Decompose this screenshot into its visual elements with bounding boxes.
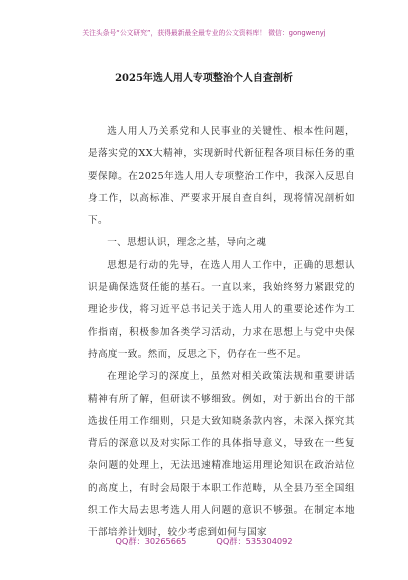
paragraph: 在理论学习的深度上，虽然对相关政策法规和重要讲话精神有所了解，但研读不够细致。例如，对于新出台的干部选拔任用工作细则，只是大致知晓条款内容，未深入探究其背后的深意以及对实际工作的具体指导意义，导致在一些复杂问题的处理上，无法迅速精准地运用理论知识在政治站位的高度上，有时会局限于本职工作范畴，从全县乃至全国组织工作大局去思考选人用人问题的意识不够强。在制定本地干部培养计划时，较少考虑到如何与国家 [88, 371, 355, 539]
qq-group-1: QQ群：30265665 [115, 536, 187, 546]
footer [0, 536, 408, 547]
promo-banner: 关注头条号“公文研究”，获得最新最全最专业的公文资料库！ 微信：gongwenyj [82, 29, 326, 37]
document-body [88, 121, 355, 545]
document-title: 2025年选人用人专项整治个人自查剖析 [115, 73, 293, 84]
qq-group-2: QQ群：535304092 [216, 536, 293, 546]
section-heading: 一、思想认识，理念之基，导向之魂 [107, 237, 267, 249]
paragraph: 思想是行动的先导，在选人用人工作中，正确的思想认识是确保选贤任能的基石。一直以来，我始终努力紧跟党的理论步伐，将习近平总书记关于选人用人的重要论述作为工作指南，积极参加各类学习活动，力求在思想上与党中央保持高度一致。然而，反思之下，仍存在一些不足。 [88, 259, 355, 360]
paragraph-intro: 选人用人乃关系党和人民事业的关键性、根本性问题，是落实党的XX大精神，实现新时代新征程各项目标任务的重要保障。在2025年选人用人专项整治工作中，我深入反思自身工作，以高标准、严要求开展自查自纠，现将情况剖析如下。 [88, 126, 355, 227]
